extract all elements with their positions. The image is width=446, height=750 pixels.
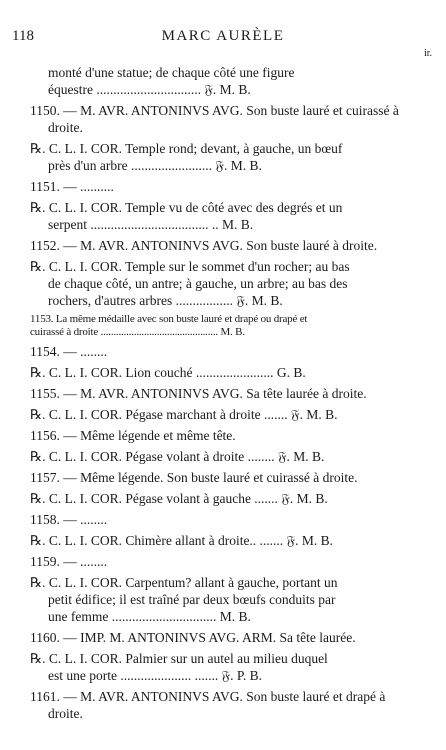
page-number: 118	[12, 28, 34, 44]
catalogue-line: est une porte ..................... ....... 𝔉. P. B.	[48, 668, 263, 683]
catalogue-line: ℞. C. L. I. COR. Pégase volant à droite ........ 𝔉. M. B.	[30, 449, 325, 464]
catalogue-line: 1159. — ........	[30, 554, 108, 569]
catalogue-line: ℞. C. L. I. COR. Temple vu de côté avec des degrés et un	[30, 200, 343, 215]
catalogue-line: près d'un arbre ........................ 𝔉. M. B.	[48, 158, 262, 173]
catalogue-line: 1160. — IMP. M. ANTONINVS AVG. ARM. Sa tête laurée.	[30, 630, 356, 645]
catalogue-line: ℞. C. L. I. COR. Chimère allant à droite.. ....... 𝔉. M. B.	[30, 533, 333, 548]
catalogue-line: ℞. C. L. I. COR. Palmier sur un autel au milieu duquel	[30, 651, 328, 666]
catalogue-line: droite.	[48, 120, 83, 135]
catalogue-line: ℞. C. L. I. COR. Temple rond; devant, à gauche, un bœuf	[30, 141, 343, 156]
running-head: MARC AURÈLE	[161, 28, 285, 44]
catalogue-line: de chaque côté, un antre; à gauche, un arbre; au bas des	[48, 276, 348, 291]
catalogue-line: 1155. — M. AVR. ANTONINVS AVG. Sa tête laurée à droite.	[30, 386, 367, 401]
catalogue-line: ℞. C. L. I. COR. Pégase volant à gauche ....... 𝔉. M. B.	[30, 491, 328, 506]
catalogue-line: 1156. — Même légende et même tête.	[30, 428, 236, 443]
catalogue-line: 1157. — Même légende. Son buste lauré et cuirassé à droite.	[30, 470, 358, 485]
catalogue-line: ℞. C. L. I. COR. Pégase marchant à droite ....... 𝔉. M. B.	[30, 407, 338, 422]
catalogue-line: ℞. C. L. I. COR. Carpentum? allant à gauche, portant un	[30, 575, 338, 590]
catalogue-line: 1151. — ..........	[30, 179, 114, 194]
catalogue-line: 1154. — ........	[30, 344, 108, 359]
catalogue-line: 1152. — M. AVR. ANTONINVS AVG. Son buste lauré à droite.	[30, 238, 378, 253]
catalogue-line: droite.	[48, 706, 83, 721]
catalogue-line: équestre ............................... 𝔉. M. B.	[48, 82, 251, 97]
catalogue-line: rochers, d'autres arbres ................. 𝔉. M. B.	[48, 293, 283, 308]
catalogue-line: 1158. — ........	[30, 512, 108, 527]
catalogue-line: une femme ............................... M. B.	[48, 609, 251, 624]
catalogue-text	[30, 64, 410, 722]
catalogue-line: serpent ................................... .. M. B.	[48, 217, 254, 232]
catalogue-line: monté d'une statue; de chaque côté une figure	[48, 65, 295, 80]
catalogue-line: cuirassé à droite .............................................. M. B.	[30, 326, 245, 338]
catalogue-line: petit édifice; il est traîné par deux bœufs conduits par	[48, 592, 336, 607]
catalogue-line: 1161. — M. AVR. ANTONINVS AVG. Son buste lauré et drapé à	[30, 689, 386, 704]
catalogue-line: 1153. La même médaille avec son buste lauré et drapé ou drapé et	[30, 313, 308, 325]
catalogue-line: ℞. C. L. I. COR. Lion couché ....................... G. B.	[30, 365, 306, 380]
margin-note: ir.	[424, 48, 433, 59]
catalogue-line: ℞. C. L. I. COR. Temple sur le sommet d'un rocher; au bas	[30, 259, 350, 274]
catalogue-line: 1150. — M. AVR. ANTONINVS AVG. Son buste lauré et cuirassé à	[30, 103, 399, 118]
